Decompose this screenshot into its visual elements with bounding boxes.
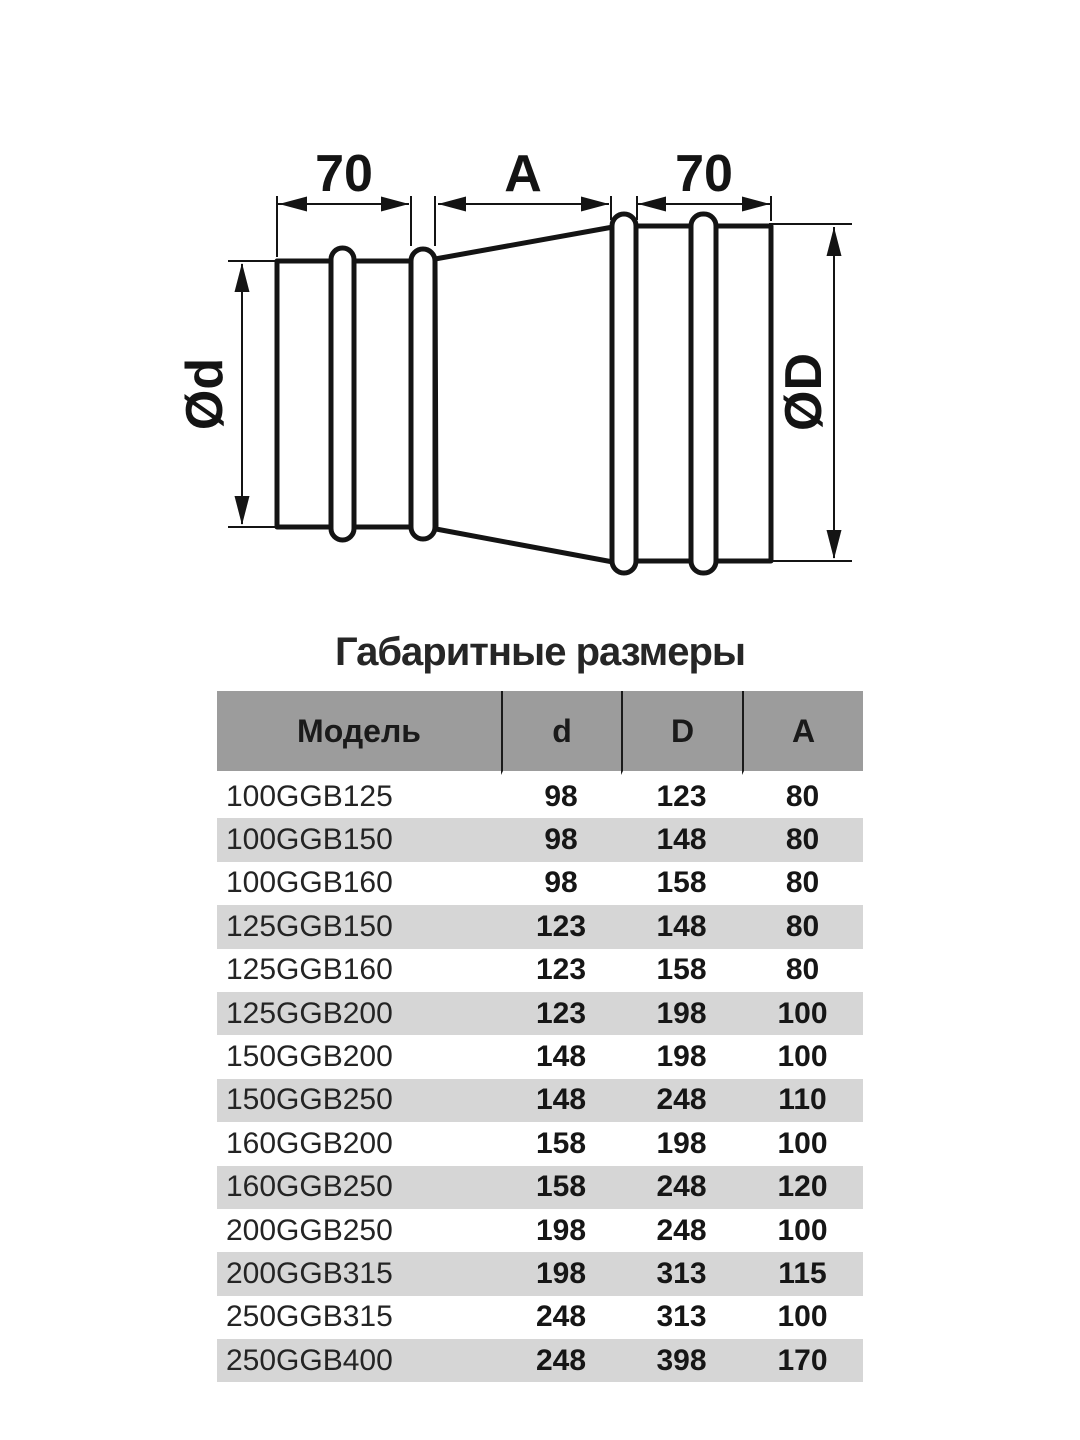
A-value-cell: 100 <box>742 992 863 1035</box>
D-value-cell: 248 <box>621 1079 742 1122</box>
D-value-cell: 148 <box>621 905 742 948</box>
page-title: Габаритные размеры <box>334 630 746 674</box>
arrow-right-icon <box>381 197 409 212</box>
A-value-cell: 100 <box>777 1126 828 1160</box>
arrow-left-icon <box>638 197 666 212</box>
dim-label-70-left: 70 <box>315 145 373 203</box>
model-cell: 160GGB200 <box>226 1126 393 1160</box>
dimensions-table <box>217 691 863 1382</box>
model-cell: 100GGB160 <box>226 866 393 900</box>
dim-line-small-diameter <box>228 261 280 527</box>
model-cell: 150GGB200 <box>226 1040 393 1074</box>
d-value-cell: 198 <box>535 1213 587 1247</box>
D-value-cell: 198 <box>656 1126 707 1160</box>
reducer-dimension-drawing <box>0 0 1080 620</box>
model-cell: 100GGB125 <box>226 779 393 813</box>
A-value-cell: 115 <box>742 1252 863 1295</box>
table-row <box>217 1296 863 1339</box>
bead-joint <box>411 249 435 539</box>
table-row <box>217 1122 863 1165</box>
arrow-left-icon <box>279 197 307 212</box>
d-value-cell: 123 <box>501 992 621 1035</box>
A-value-cell: 100 <box>777 1213 828 1247</box>
table-row <box>217 949 863 992</box>
bead-small-cylinder <box>331 248 354 540</box>
A-value-cell: 110 <box>742 1079 863 1122</box>
d-value-cell: 148 <box>535 1040 587 1074</box>
A-value-cell: 80 <box>742 905 863 948</box>
model-cell: 160GGB250 <box>217 1166 501 1209</box>
table-row <box>217 1252 863 1295</box>
arrow-down-icon <box>235 496 250 525</box>
D-value-cell: 158 <box>656 866 707 900</box>
arrow-up-icon <box>235 263 250 292</box>
col-header-d: d <box>501 691 621 775</box>
A-value-cell: 120 <box>742 1166 863 1209</box>
table-header <box>217 691 863 775</box>
model-cell: 200GGB315 <box>217 1252 501 1295</box>
table-row <box>217 1339 863 1382</box>
bead-large-cylinder-1 <box>612 214 636 573</box>
dim-label-70-right: 70 <box>675 145 733 203</box>
A-value-cell: 80 <box>785 953 820 987</box>
table-row <box>217 1166 863 1209</box>
D-value-cell: 198 <box>656 1040 707 1074</box>
D-value-cell: 148 <box>621 818 742 861</box>
D-value-cell: 158 <box>656 953 707 987</box>
arrow-up-icon <box>827 227 842 256</box>
table-row <box>217 1209 863 1252</box>
A-value-cell: 170 <box>742 1339 863 1382</box>
technical-drawing-svg <box>0 0 1080 620</box>
table-row <box>217 1035 863 1078</box>
table-row <box>217 862 863 905</box>
d-value-cell: 198 <box>501 1252 621 1295</box>
d-value-cell: 158 <box>501 1166 621 1209</box>
d-value-cell: 148 <box>501 1079 621 1122</box>
A-value-cell: 80 <box>785 779 820 813</box>
dim-label-a: A <box>504 145 542 203</box>
arrow-right-icon <box>581 197 609 212</box>
bead-large-cylinder-2 <box>691 214 716 573</box>
D-value-cell: 198 <box>621 992 742 1035</box>
d-value-cell: 123 <box>535 953 587 987</box>
D-value-cell: 313 <box>621 1252 742 1295</box>
A-value-cell: 100 <box>777 1300 828 1334</box>
D-value-cell: 398 <box>621 1339 742 1382</box>
D-value-cell: 248 <box>656 1213 707 1247</box>
arrow-right-icon <box>742 197 770 212</box>
A-value-cell: 80 <box>742 818 863 861</box>
D-value-cell: 313 <box>656 1300 707 1334</box>
dim-label-small-diameter: Ød <box>176 357 234 431</box>
col-header-A: A <box>742 691 863 775</box>
table-row <box>217 992 863 1035</box>
arrow-down-icon <box>827 530 842 559</box>
reducer-outline <box>277 214 771 573</box>
model-cell: 100GGB150 <box>217 818 501 861</box>
A-value-cell: 100 <box>777 1040 828 1074</box>
model-cell: 250GGB315 <box>226 1300 393 1334</box>
table-body <box>217 775 863 1382</box>
model-cell: 125GGB200 <box>217 992 501 1035</box>
d-value-cell: 158 <box>535 1126 587 1160</box>
model-cell: 125GGB160 <box>226 953 393 987</box>
table-row <box>217 905 863 948</box>
col-header-D: D <box>621 691 742 775</box>
d-value-cell: 98 <box>544 866 578 900</box>
col-header-model: Модель <box>217 691 501 775</box>
A-value-cell: 80 <box>785 866 820 900</box>
model-cell: 200GGB250 <box>226 1213 393 1247</box>
model-cell: 125GGB150 <box>217 905 501 948</box>
table-row <box>217 1079 863 1122</box>
cone-section <box>435 227 613 562</box>
d-value-cell: 123 <box>501 905 621 948</box>
D-value-cell: 123 <box>656 779 707 813</box>
dim-label-large-diameter: ØD <box>775 353 833 431</box>
d-value-cell: 98 <box>501 818 621 861</box>
d-value-cell: 248 <box>501 1339 621 1382</box>
d-value-cell: 248 <box>535 1300 587 1334</box>
arrow-left-icon <box>438 197 466 212</box>
table-row <box>217 775 863 818</box>
model-cell: 250GGB400 <box>217 1339 501 1382</box>
D-value-cell: 248 <box>621 1166 742 1209</box>
d-value-cell: 98 <box>544 779 578 813</box>
model-cell: 150GGB250 <box>217 1079 501 1122</box>
table-row <box>217 818 863 861</box>
